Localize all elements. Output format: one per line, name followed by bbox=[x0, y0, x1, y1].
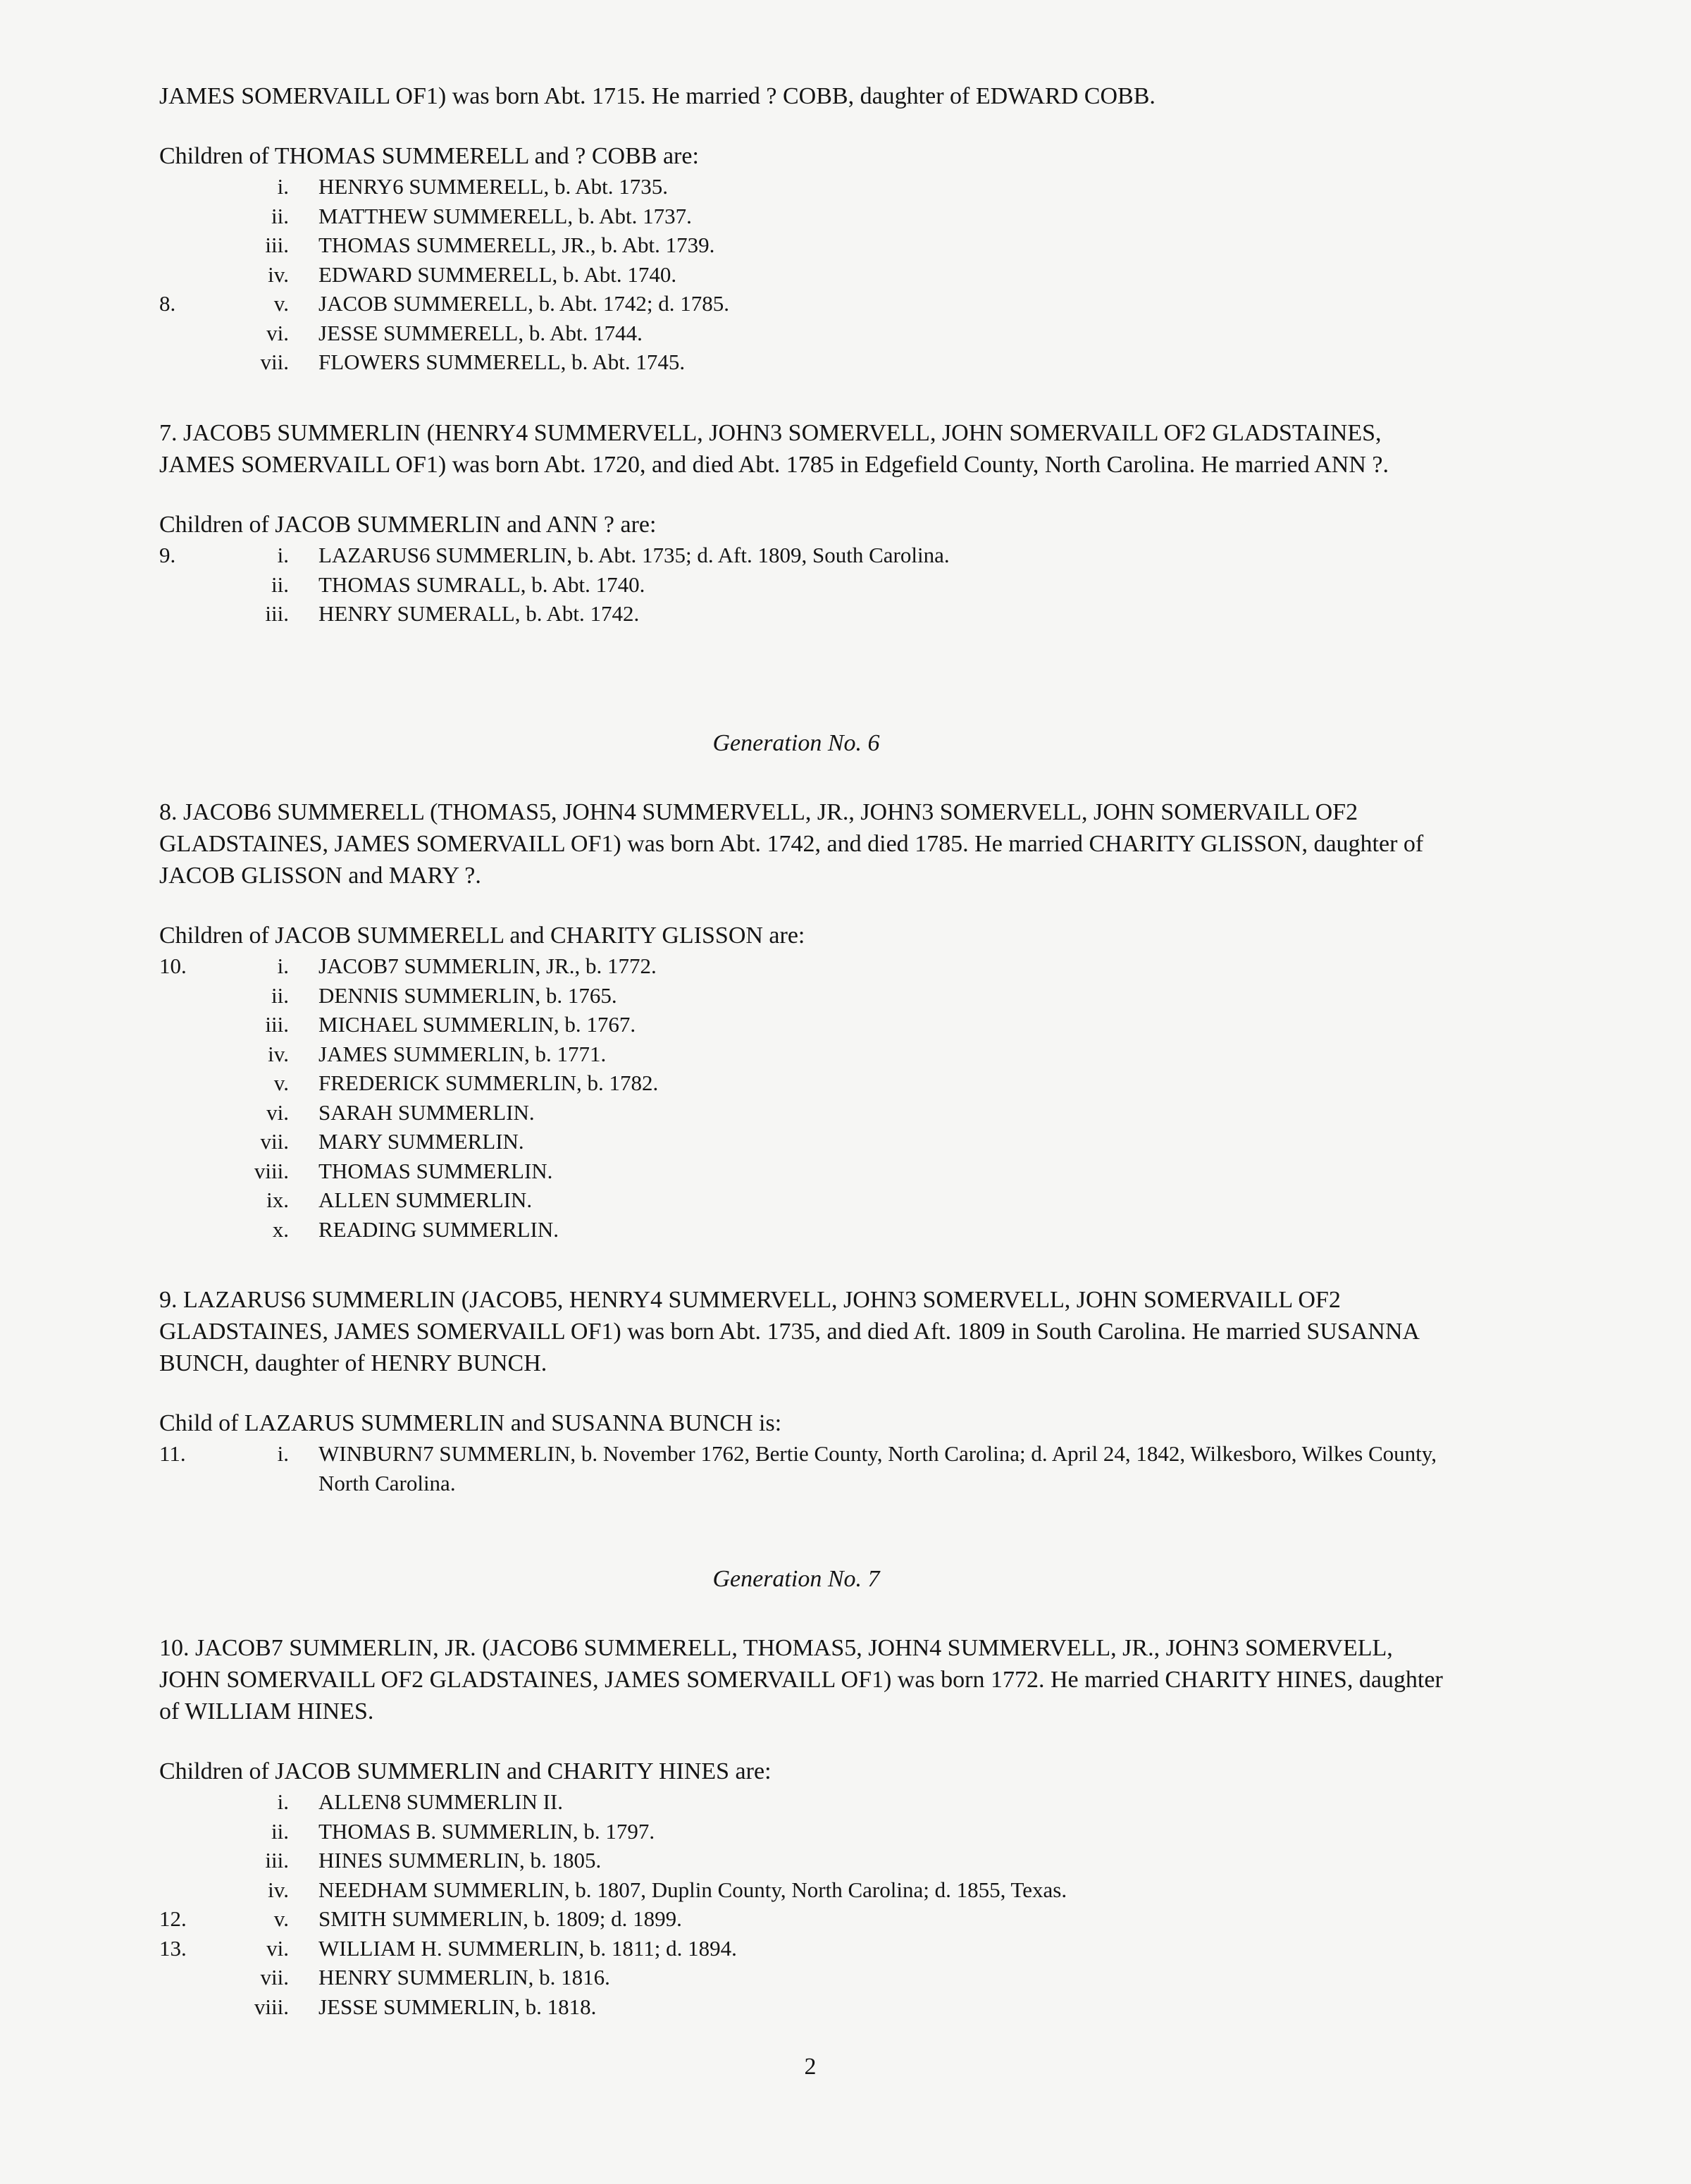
child-text: SMITH SUMMERLIN, b. 1809; d. 1899. bbox=[318, 1906, 682, 1931]
child-entry bbox=[159, 1963, 1449, 1992]
child-entry bbox=[159, 1846, 1449, 1875]
child-roman-numeral: i. bbox=[277, 1789, 289, 1814]
child-text: MICHAEL SUMMERLIN, b. 1767. bbox=[318, 1012, 636, 1037]
child-entry bbox=[159, 260, 1449, 290]
child-text: ALLEN SUMMERLIN. bbox=[318, 1187, 533, 1212]
child-entry bbox=[159, 1875, 1449, 1905]
generation-heading: Generation No. 6 bbox=[712, 730, 880, 756]
child-text: HINES SUMMERLIN, b. 1805. bbox=[318, 1848, 602, 1873]
child-roman-numeral: iii. bbox=[265, 1848, 289, 1873]
child-roman-numeral: viii. bbox=[254, 1158, 289, 1183]
child-text: WINBURN7 SUMMERLIN, b. November 1762, Bertie County, North Carolina; d. April 24, 1842, Wilkesboro, Wilkes County, North Carolina. bbox=[318, 1441, 1437, 1495]
child-roman-numeral: iv. bbox=[268, 1041, 289, 1066]
child-text: READING SUMMERLIN. bbox=[318, 1216, 559, 1242]
child-entry bbox=[159, 981, 1449, 1011]
child-text: LAZARUS6 SUMMERLIN, b. Abt. 1735; d. Aft. 1809, South Carolina. bbox=[318, 543, 950, 567]
child-text: WILLIAM H. SUMMERLIN, b. 1811; d. 1894. bbox=[318, 1935, 737, 1961]
child-text: JAMES SUMMERLIN, b. 1771. bbox=[318, 1041, 607, 1066]
child-entry bbox=[159, 1127, 1449, 1156]
entry-intro: 10. JACOB7 SUMMERLIN, JR. (JACOB6 SUMMERELL, THOMAS5, JOHN4 SUMMERVELL, JR., JOHN3 SOMERVELL, JOHN SOMERVAILL OF2 GLADSTAINES, JAMES SOMERVAILL OF1) was born 1772. He married CHARITY HINES, daughter of WILLIAM HINES. bbox=[159, 1635, 1443, 1725]
child-roman-numeral: vi. bbox=[266, 320, 289, 345]
child-text: HENRY SUMMERLIN, b. 1816. bbox=[318, 1965, 610, 1989]
child-roman-numeral: i. bbox=[277, 1441, 289, 1466]
child-roman-numeral: vi. bbox=[266, 1935, 289, 1961]
child-text: FLOWERS SUMMERELL, b. Abt. 1745. bbox=[318, 350, 686, 374]
child-roman-numeral: i. bbox=[277, 543, 289, 567]
child-entry bbox=[159, 1992, 1449, 2022]
child-reference-number: 11. bbox=[159, 1441, 186, 1466]
children-list bbox=[159, 951, 1449, 1244]
child-entry bbox=[159, 570, 1449, 600]
child-roman-numeral: v. bbox=[273, 1906, 289, 1931]
child-roman-numeral: iii. bbox=[265, 601, 289, 626]
children-heading: Children of JACOB SUMMERELL and CHARITY GLISSON are: bbox=[159, 923, 805, 949]
child-entry bbox=[159, 172, 1449, 202]
children-list bbox=[159, 1439, 1449, 1498]
child-roman-numeral: ii. bbox=[271, 1818, 289, 1844]
child-entry bbox=[159, 951, 1449, 981]
child-entry bbox=[159, 319, 1449, 348]
children-heading: Child of LAZARUS SUMMERLIN and SUSANNA BUNCH is: bbox=[159, 1410, 782, 1436]
entry-intro: 7. JACOB5 SUMMERLIN (HENRY4 SUMMERVELL, JOHN3 SOMERVELL, JOHN SOMERVAILL OF2 GLADSTAINES, JAMES SOMERVAILL OF1) was born Abt. 1720, and died Abt. 1785 in Edgefield County, North Carolina. He married ANN ?. bbox=[159, 420, 1389, 478]
child-entry bbox=[159, 1185, 1449, 1215]
child-roman-numeral: ii. bbox=[271, 982, 289, 1008]
child-entry bbox=[159, 1817, 1449, 1846]
child-text: SARAH SUMMERLIN. bbox=[318, 1099, 535, 1125]
child-entry bbox=[159, 230, 1449, 260]
child-reference-number: 8. bbox=[159, 291, 176, 316]
child-text: EDWARD SUMMERELL, b. Abt. 1740. bbox=[318, 261, 677, 287]
child-text: MATTHEW SUMMERELL, b. Abt. 1737. bbox=[318, 203, 692, 228]
child-entry bbox=[159, 1010, 1449, 1039]
child-text: NEEDHAM SUMMERLIN, b. 1807, Duplin County, North Carolina; d. 1855, Texas. bbox=[318, 1877, 1067, 1902]
child-roman-numeral: vii. bbox=[260, 1965, 289, 1989]
children-heading: Children of JACOB SUMMERLIN and CHARITY HINES are: bbox=[159, 1758, 772, 1784]
child-roman-numeral: ix. bbox=[266, 1187, 289, 1212]
child-text: HENRY SUMERALL, b. Abt. 1742. bbox=[318, 601, 640, 626]
child-text: JACOB SUMMERELL, b. Abt. 1742; d. 1785. bbox=[318, 291, 730, 316]
child-roman-numeral: iv. bbox=[268, 261, 289, 287]
child-roman-numeral: vii. bbox=[260, 350, 289, 374]
child-roman-numeral: vi. bbox=[266, 1099, 289, 1125]
child-text: THOMAS SUMRALL, b. Abt. 1740. bbox=[318, 572, 645, 597]
entry-intro: JAMES SOMERVAILL OF1) was born Abt. 1715. He married ? COBB, daughter of EDWARD COBB. bbox=[159, 83, 1156, 109]
generation-heading: Generation No. 7 bbox=[712, 1566, 880, 1592]
child-roman-numeral: i. bbox=[277, 174, 289, 199]
children-list bbox=[159, 172, 1449, 377]
child-entry bbox=[159, 1934, 1449, 1963]
child-entry bbox=[159, 347, 1449, 377]
child-roman-numeral: ii. bbox=[271, 572, 289, 597]
child-text: ALLEN8 SUMMERLIN II. bbox=[318, 1789, 563, 1814]
child-text: THOMAS B. SUMMERLIN, b. 1797. bbox=[318, 1818, 655, 1844]
child-entry bbox=[159, 541, 1449, 570]
entry-intro: 9. LAZARUS6 SUMMERLIN (JACOB5, HENRY4 SUMMERVELL, JOHN3 SOMERVELL, JOHN SOMERVAILL OF2 GLADSTAINES, JAMES SOMERVAILL OF1) was born Abt. 1735, and died Aft. 1809 in South Carolina. He married SUSANNA BUNCH, daughter of HENRY BUNCH. bbox=[159, 1287, 1419, 1376]
child-entry bbox=[159, 599, 1449, 629]
child-entry bbox=[159, 1039, 1449, 1069]
child-text: FREDERICK SUMMERLIN, b. 1782. bbox=[318, 1071, 659, 1095]
child-text: THOMAS SUMMERLIN. bbox=[318, 1158, 553, 1183]
section-8 bbox=[159, 796, 1449, 1244]
entry-intro: 8. JACOB6 SUMMERELL (THOMAS5, JOHN4 SUMMERVELL, JR., JOHN3 SOMERVELL, JOHN SOMERVAILL OF2 GLADSTAINES, JAMES SOMERVAILL OF1) was born Abt. 1742, and died 1785. He married CHARITY GLISSON, daughter of JACOB GLISSON and MARY ?. bbox=[159, 799, 1424, 889]
child-entry bbox=[159, 202, 1449, 231]
child-reference-number: 13. bbox=[159, 1935, 187, 1961]
children-heading: Children of THOMAS SUMMERELL and ? COBB are: bbox=[159, 143, 699, 169]
page-number: 2 bbox=[804, 2054, 817, 2080]
child-text: THOMAS SUMMERELL, JR., b. Abt. 1739. bbox=[318, 233, 715, 257]
section-9 bbox=[159, 1284, 1449, 1498]
child-roman-numeral: v. bbox=[273, 1071, 289, 1095]
child-roman-numeral: x. bbox=[272, 1216, 289, 1242]
child-entry bbox=[159, 1215, 1449, 1245]
child-entry bbox=[159, 289, 1449, 319]
children-list bbox=[159, 1787, 1449, 2021]
child-roman-numeral: iii. bbox=[265, 233, 289, 257]
children-list bbox=[159, 541, 1449, 629]
child-roman-numeral: viii. bbox=[254, 1994, 289, 2019]
child-entry bbox=[159, 1098, 1449, 1128]
child-entry bbox=[159, 1787, 1449, 1817]
child-text: JESSE SUMMERLIN, b. 1818. bbox=[318, 1994, 597, 2019]
section-thomas bbox=[159, 80, 1449, 377]
child-reference-number: 9. bbox=[159, 543, 176, 567]
child-text: HENRY6 SUMMERELL, b. Abt. 1735. bbox=[318, 174, 669, 199]
child-text: JACOB7 SUMMERLIN, JR., b. 1772. bbox=[318, 954, 657, 978]
child-reference-number: 10. bbox=[159, 954, 187, 978]
child-text: MARY SUMMERLIN. bbox=[318, 1129, 524, 1154]
child-entry bbox=[159, 1439, 1449, 1498]
child-roman-numeral: vii. bbox=[260, 1129, 289, 1154]
child-roman-numeral: v. bbox=[273, 291, 289, 316]
child-roman-numeral: iv. bbox=[268, 1877, 289, 1902]
child-text: JESSE SUMMERELL, b. Abt. 1744. bbox=[318, 320, 643, 345]
child-reference-number: 12. bbox=[159, 1906, 187, 1931]
child-entry bbox=[159, 1156, 1449, 1186]
child-entry bbox=[159, 1068, 1449, 1098]
children-heading: Children of JACOB SUMMERLIN and ANN ? are: bbox=[159, 512, 657, 538]
section-7 bbox=[159, 417, 1449, 629]
child-roman-numeral: i. bbox=[277, 954, 289, 978]
child-entry bbox=[159, 1904, 1449, 1934]
section-10 bbox=[159, 1632, 1449, 2021]
child-roman-numeral: iii. bbox=[265, 1012, 289, 1037]
child-roman-numeral: ii. bbox=[271, 203, 289, 228]
child-text: DENNIS SUMMERLIN, b. 1765. bbox=[318, 982, 617, 1008]
